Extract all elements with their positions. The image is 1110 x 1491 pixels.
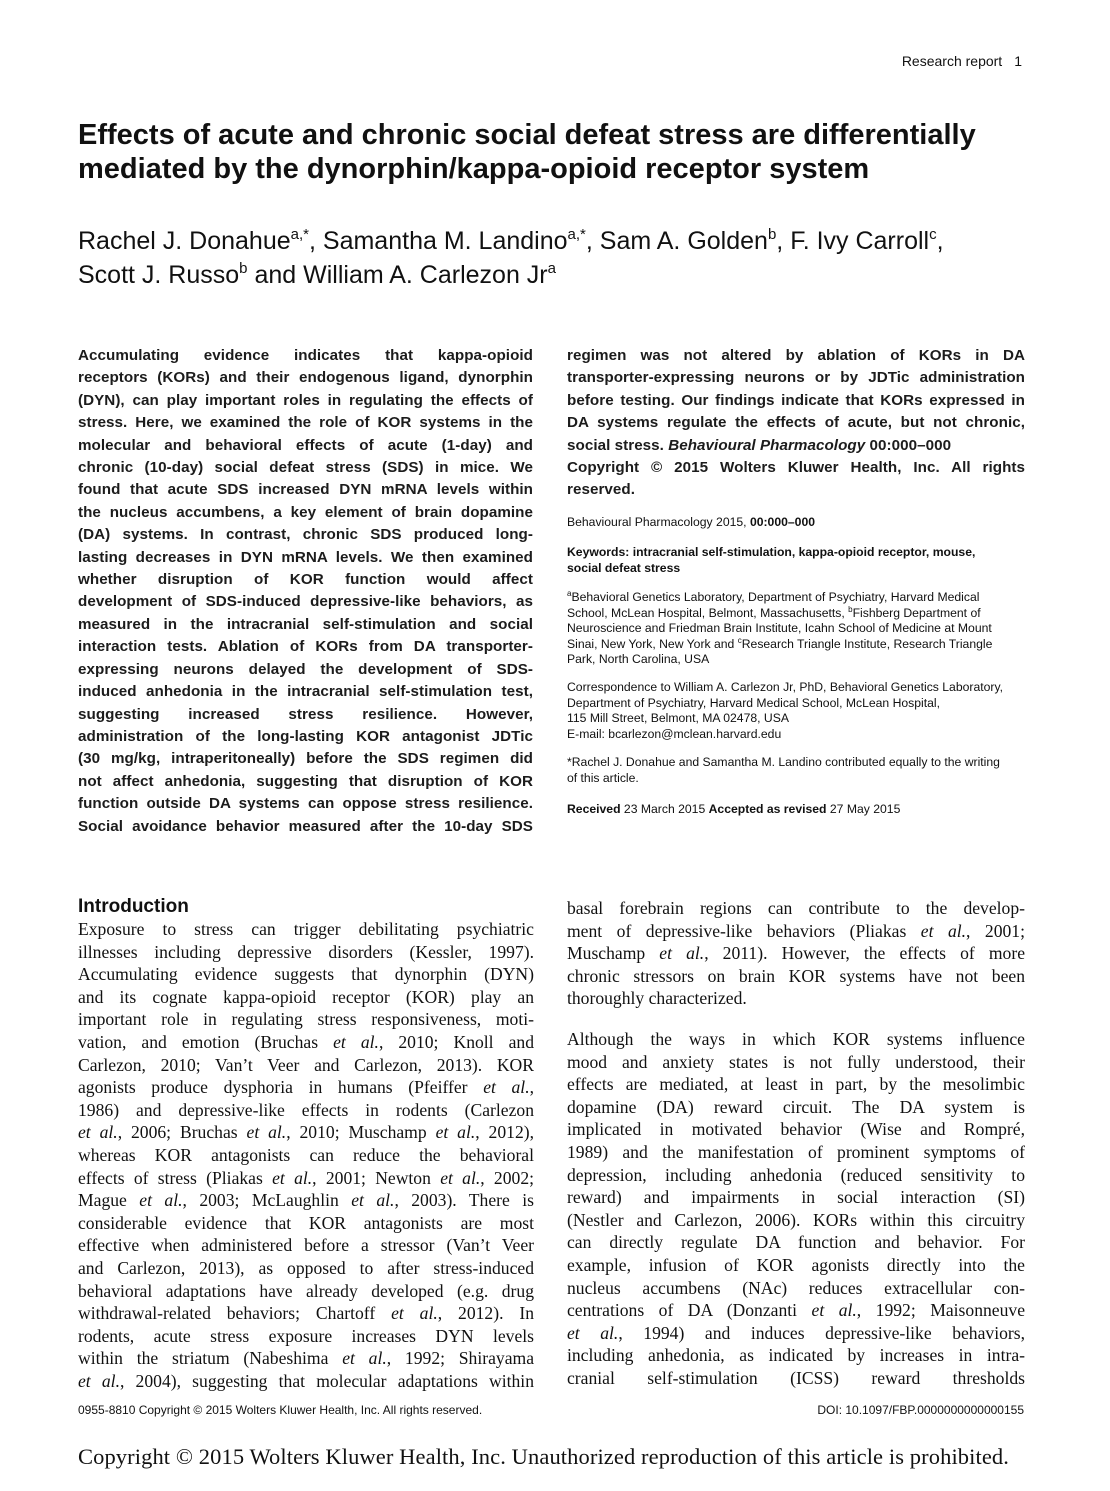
text-line: Accumulating evidence indicates that kappa-opioid [78, 347, 533, 364]
text-line: 1986) and depressive-like effects in rodents (Carlezon [78, 1099, 534, 1120]
keywords [567, 545, 1027, 576]
copyright-banner: Copyright © 2015 Wolters Kluwer Health, Inc. Unauthorized reproduction of this article is prohibited. [78, 1444, 1010, 1469]
text-line: and its cognate kappa-opioid receptor (KOR) play an [78, 986, 534, 1007]
author-affiliation-marker: a [547, 260, 556, 277]
text-line: molecular and behavioral effects of acute (1-day) and [78, 436, 533, 454]
text-line: reserved. [567, 481, 636, 499]
correspondence-line: 115 Mill Street, Belmont, MA 02478, USA [567, 711, 789, 726]
text-line: Although the ways in which KOR systems influence [567, 1029, 1025, 1049]
text-line: centrations of DA (Donzanti et al., 1992; Maisonneuve [567, 1300, 1026, 1321]
text-line: and Carlezon, 2013), as opposed to after stress-induced [78, 1257, 534, 1278]
text-line: Social avoidance behavior measured after the 10-day SDS [78, 817, 533, 835]
text-line: can directly regulate DA function and behavior. For [567, 1232, 1025, 1253]
abstract-journal-pages: 00:000–000 [865, 436, 952, 454]
received-dates [567, 802, 1027, 818]
text-line: important role in regulating stress responsiveness, moti- [78, 1009, 534, 1030]
text-line: (DYN), can play important roles in regulating the effects of [78, 391, 533, 409]
text-line: interaction tests. Ablation of KORs from DA transporter- [78, 638, 533, 656]
section-heading-introduction: Introduction [78, 896, 189, 917]
author-name: Samantha M. Landino [322, 227, 568, 255]
text-line: dopamine (DA) reward circuit. The DA system is [567, 1096, 1025, 1117]
intro-column-2-paragraph-2 [567, 1028, 1025, 1390]
text-line: vation, and emotion (Bruchas et al., 2010; Knoll and [78, 1031, 535, 1052]
text-line: (30 mg/kg, intraperitoneally) before the SDS regimen did [78, 750, 533, 768]
correspondence [567, 680, 1027, 742]
text-line: (DA) systems. In contrast, chronic SDS produced long- [78, 526, 533, 544]
text-line: ment of depressive-like behaviors (Pliakas et al., 2001; [567, 920, 1025, 941]
text-line: et al., 2006; Bruchas et al., 2010; Muschamp et al., 2012), [78, 1122, 534, 1143]
intro-column-1 [78, 918, 534, 1392]
author-separator: , [585, 227, 600, 255]
text-line: mood and anxiety states is not fully understood, their [567, 1051, 1025, 1072]
author-separator: , [776, 227, 791, 255]
text-line: including anhedonia, as indicated by increases in intra- [567, 1345, 1025, 1366]
text-line: withdrawal-related behaviors; Chartoff et al., 2012). In [78, 1303, 535, 1324]
text-line: chronic stressors on brain KOR systems have not been [567, 965, 1025, 986]
text-line: function outside DA systems can oppose stress resilience. [78, 795, 533, 813]
text-line: expressing neurons delayed the development of SDS- [78, 660, 533, 678]
text-line: example, infusion of KOR agonists directly into the [567, 1254, 1025, 1275]
text-line: regimen was not altered by ablation of KORs in DA [567, 347, 1025, 364]
text-line: chronic (10-day) social defeat stress (SDS) in mice. We [78, 459, 533, 477]
affiliation-text: Fishberg Department of [852, 605, 981, 620]
text-line: et al., 2004), suggesting that molecular adaptations within [78, 1370, 534, 1391]
page-number: 1 [1014, 53, 1022, 69]
text-line: lasting decreases in DYN mRNA levels. We then examined [78, 548, 533, 566]
abstract-journal-name: Behavioural Pharmacology [668, 436, 866, 454]
received-date: 23 March 2015 [620, 802, 709, 816]
affiliation-marker: b [848, 604, 853, 614]
text-line: implicated in motivated behavior (Wise and Rompré, [567, 1119, 1025, 1140]
author-name: Scott J. Russo [78, 261, 240, 289]
text-line: transporter-expressing neurons or by JDTic administration [567, 369, 1025, 387]
intro-column-2-paragraph-1 [567, 897, 1025, 1010]
journal-name: Behavioural Pharmacology [567, 515, 713, 529]
equal-contribution-footnote [567, 755, 1027, 786]
section-label: Research report [901, 53, 1003, 69]
text-line: agonists produce dysphoria in humans (Pfeiffer et al., [78, 1077, 535, 1098]
text-line: considerable evidence that KOR antagonists are most [78, 1212, 534, 1233]
affiliation-text: Behavioral Genetics Laboratory, Department of Psychiatry, Harvard Medical [571, 590, 980, 604]
article-title: Effects of acute and chronic social defeat stress are differentially mediated by the dynorphin/kappa-opioid receptor system [78, 119, 976, 185]
keywords-line: social defeat stress [567, 560, 681, 575]
text-line: not affect anhedonia, suggesting that disruption of KOR [78, 772, 533, 790]
author-name: William A. Carlezon Jr [303, 261, 548, 289]
text-line: 1989) and the manifestation of prominent symptoms of [567, 1141, 1025, 1162]
journal-pages: 00:000–000 [749, 515, 815, 529]
footnote-line: of this article. [567, 770, 639, 785]
text-line: within the striatum (Nabeshima et al., 1992; Shirayama [78, 1348, 535, 1369]
text-line: basal forebrain regions can contribute to the develop- [567, 898, 1025, 918]
text-line: induced anhedonia in the intracranial self-stimulation test, [78, 683, 533, 701]
author-list [78, 224, 1058, 292]
affiliation-text: Sinai, New York, New York and [567, 636, 738, 651]
text-line [567, 435, 1025, 457]
author-name: F. Ivy Carroll [790, 227, 930, 255]
text-line: rodents, acute stress exposure increases DYN levels [78, 1325, 534, 1346]
correspondence-email[interactable]: E-mail: bcarlezon@mclean.harvard.edu [567, 726, 782, 741]
affiliations [567, 590, 1027, 668]
text-line: nucleus accumbens (NAc) reduces extracellular con- [567, 1277, 1025, 1298]
author-affiliation-marker: a,* [567, 226, 586, 243]
author-separator: , [309, 227, 323, 255]
footer-issn-copyright: 0955-8810 Copyright © 2015 Wolters Kluwer Health, Inc. All rights reserved. [78, 1403, 483, 1417]
affiliation-text: School, McLean Hospital, Belmont, Massachusetts, [567, 605, 849, 620]
author-separator: , [936, 227, 944, 255]
text-line: effects of stress (Pliakas et al., 2001; Newton et al., 2002; [78, 1167, 535, 1188]
abstract-column-2 [567, 345, 1025, 502]
correspondence-line: Correspondence to William A. Carlezon Jr, PhD, Behavioral Genetics Laboratory, [567, 680, 1004, 694]
text-line: administration of the long-lasting KOR antagonist JDTic [78, 727, 533, 745]
journal-citation [567, 515, 1027, 531]
author-name: Sam A. Golden [599, 227, 768, 255]
running-header [902, 53, 1022, 69]
text-line: receptors (KORs) and their endogenous ligand, dynorphin [78, 369, 533, 387]
received-label: Received [567, 802, 621, 816]
text-line: DA systems regulate the effects of acute, but not chronic, [567, 414, 1025, 432]
text-line: Exposure to stress can trigger debilitating psychiatric [78, 919, 534, 939]
text-line: Copyright © 2015 Wolters Kluwer Health, Inc. All rights [567, 459, 1025, 477]
affiliation-text: Neuroscience and Friedman Brain Institute, Icahn School of Medicine at Mount [567, 621, 992, 636]
footer-doi[interactable]: DOI: 10.1097/FBP.0000000000000155 [817, 1403, 1024, 1417]
text-line: cranial self-stimulation (ICSS) reward thresholds [567, 1367, 1025, 1388]
author-affiliation-marker: a,* [290, 226, 309, 243]
correspondence-line: Department of Psychiatry, Harvard Medical School, McLean Hospital, [567, 695, 941, 710]
abstract-column-1 [78, 345, 533, 838]
accepted-date: 27 May 2015 [826, 802, 901, 816]
affiliation-marker: c [737, 635, 742, 645]
text-line: Muschamp et al., 2011). However, the effects of more [567, 943, 1025, 964]
footnote-line: *Rachel J. Donahue and Samantha M. Landino contributed equally to the writing [567, 755, 1000, 769]
text-line: measured in the intracranial self-stimulation and social [78, 615, 533, 633]
text-line: et al., 1994) and induces depressive-like behaviors, [567, 1322, 1025, 1343]
affiliation-text: Park, North Carolina, USA [567, 652, 710, 667]
author-affiliation-marker: b [767, 226, 777, 243]
text-line: the nucleus accumbens, a key element of brain dopamine [78, 503, 533, 521]
keywords-line: Keywords: intracranial self-stimulation, kappa-opioid receptor, mouse, [567, 545, 976, 559]
text-line: (Nestler and Carlezon, 2006). KORs within this circuitry [567, 1209, 1025, 1230]
text-line: Mague et al., 2003; McLaughlin et al., 2003). There is [78, 1190, 534, 1211]
text-line: whether disruption of KOR function would affect [78, 571, 533, 589]
text-line: effects are mediated, at least in part, by the mesolimbic [567, 1074, 1025, 1095]
author-separator: and [247, 261, 304, 289]
text-line: behavioral adaptations have already developed (e.g. drug [78, 1280, 534, 1301]
author-name: Rachel J. Donahue [78, 227, 291, 255]
text-line: reward) and impairments in social interaction (SI) [567, 1187, 1025, 1208]
author-affiliation-marker: c [929, 226, 937, 243]
text-line: Carlezon, 2010; Van’t Veer and Carlezon, 2013). KOR [78, 1054, 534, 1075]
text-line: depression, including anhedonia (reduced sensitivity to [567, 1164, 1025, 1185]
text-line: illnesses including depressive disorders (Kessler, 1997). [78, 941, 534, 962]
text-line: thoroughly characterized. [567, 988, 747, 1009]
text-line: Accumulating evidence suggests that dynorphin (DYN) [78, 964, 534, 985]
author-affiliation-marker: b [239, 260, 248, 277]
affiliation-text: Research Triangle Institute, Research Triangle [741, 636, 993, 651]
text-line: development of SDS-induced depressive-like behaviors, as [78, 593, 533, 611]
text-line: before testing. Our findings indicate that KORs expressed in [567, 391, 1025, 409]
abstract-text: social stress. [567, 436, 669, 454]
accepted-label: Accepted as revised [708, 802, 827, 816]
text-line: suggesting increased stress resilience. However, [78, 705, 533, 723]
affiliation-marker: a [567, 589, 572, 598]
text-line: found that acute SDS increased DYN mRNA levels within [78, 481, 533, 499]
journal-year: 2015, [712, 515, 750, 529]
text-line: stress. Here, we examined the role of KOR systems in the [78, 414, 533, 432]
text-line: effective when administered before a stressor (Van’t Veer [78, 1235, 534, 1256]
text-line: whereas KOR antagonists can reduce the behavioral [78, 1144, 534, 1165]
